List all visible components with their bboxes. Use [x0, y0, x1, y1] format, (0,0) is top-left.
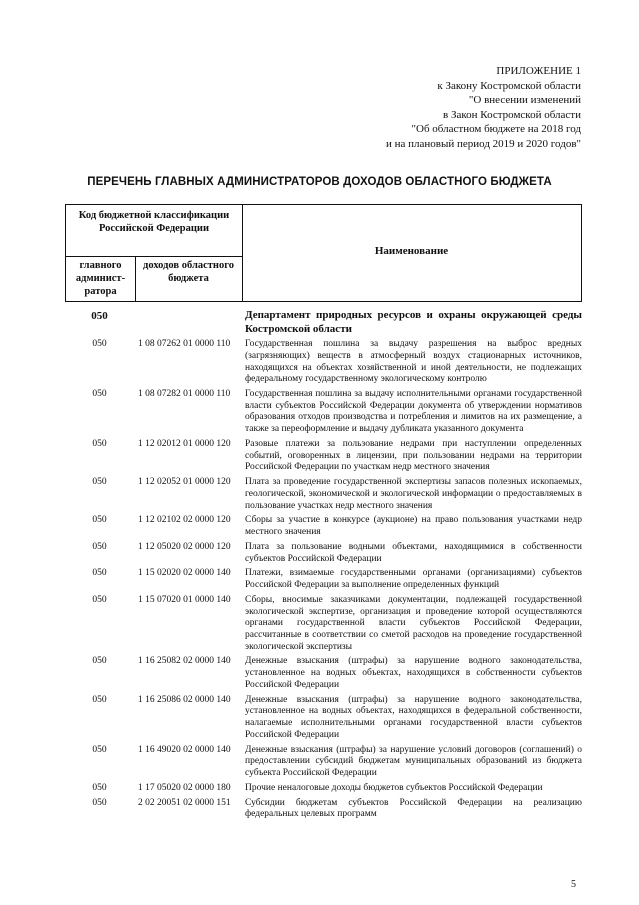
- appendix-line: в Закон Костромской области: [443, 108, 581, 121]
- section-admin-code: 050: [91, 310, 108, 322]
- income-name: Платежи, взимаемые государственными органами (организациями) субъектов Российской Федерации за выполнение определенных функций: [245, 568, 582, 591]
- income-name: Денежные взыскания (штрафы) за нарушение водного законодательства, установленное на водных объектах, находящихся в федеральной собственности, налагаемые исполнительными органами государственной власти субъектов Российской Федерации: [245, 694, 582, 740]
- admin-code: 050: [92, 656, 107, 667]
- income-code: 1 15 02020 02 0000 140: [138, 568, 231, 579]
- table-row: [65, 695, 582, 742]
- admin-code: 050: [92, 568, 107, 579]
- admin-code: 050: [92, 339, 107, 350]
- appendix-line: и на плановый период 2019 и 2020 годов": [385, 137, 581, 150]
- income-name: Государственная пошлина за выдачу исполнительными органами государственной власти субъектов Российской Федерации документа об утверждении нормативов образования отходов производства и потребления и лимитов на их размещение, а также за переоформление и выдачу дубликата указанного документа: [245, 389, 582, 435]
- income-code: 1 16 25086 02 0000 140: [138, 694, 231, 705]
- income-code: 1 17 05020 02 0000 180: [138, 782, 231, 793]
- admin-code: 050: [92, 389, 107, 399]
- appendix-line: "Об областном бюджете на 2018 год: [411, 123, 581, 135]
- income-code: 1 12 02012 01 0000 120: [138, 438, 231, 449]
- income-code: 1 15 07020 01 0000 140: [138, 594, 231, 605]
- admin-code: 050: [92, 782, 107, 793]
- table-row: [65, 515, 582, 538]
- income-name: Плата за проведение государственной экспертизы запасов полезных ископаемых, геологической, экономической и экологической информации о предоставляемых в пользование участках недр местного значения: [245, 477, 582, 511]
- table-row: [65, 783, 582, 795]
- income-code: 1 16 25082 02 0000 140: [138, 656, 231, 667]
- appendix-block: [261, 64, 581, 151]
- table-row: [65, 745, 582, 780]
- admin-code: 050: [92, 477, 107, 488]
- table-row: [65, 542, 582, 565]
- header-income-column: доходов областного бюджета: [143, 260, 234, 284]
- table-row: [65, 339, 582, 386]
- table-row: [65, 568, 582, 591]
- section-name: Департамент природных ресурсов и охраны окружающей среды Костромской области: [245, 309, 582, 335]
- income-code: 1 12 02052 01 0000 120: [138, 477, 231, 488]
- table-body: [65, 309, 582, 821]
- header-group-label: Код бюджетной классификации Российской Федерации: [78, 210, 230, 234]
- income-name: Денежные взыскания (штрафы) за нарушение водного законодательства, установленное на водных объектах, находящихся в собственности субъектов Российской Федерации: [245, 656, 582, 690]
- admin-code: 050: [92, 744, 107, 755]
- table-row: [65, 389, 582, 436]
- table-row: [65, 477, 582, 512]
- appendix-line: ПРИЛОЖЕНИЕ 1: [496, 65, 581, 77]
- income-name: Разовые платежи за пользование недрами при наступлении определенных событий, оговоренных в лицензии, при пользовании недрами на территории Российской Федерации по участкам недр местного значения: [245, 438, 582, 473]
- admin-code: 050: [92, 797, 107, 808]
- admin-code: 050: [92, 515, 107, 526]
- header-admin-column: главного админист-ратора: [75, 260, 126, 297]
- admin-code: 050: [92, 541, 107, 552]
- income-name: Прочие неналоговые доходы бюджетов субъектов Российской Федерации: [245, 782, 543, 793]
- admin-code: 050: [92, 438, 107, 449]
- table-row: [65, 798, 582, 821]
- income-name: Сборы, вносимые заказчиками документации, подлежащей государственной экологической экспертизе, организация и проведение которой осуществляются органами государственной власти субъектов Российской Федерации, рассчитанные в соответствии со сметой расходов на проведение государственной экологической экспертизы: [245, 594, 582, 652]
- rows-container: [65, 339, 582, 821]
- income-name: Субсидии бюджетам субъектов Российской Федерации на реализацию федеральных целевых программ: [245, 797, 582, 820]
- section-row: [65, 309, 582, 336]
- appendix-line: к Закону Костромской области: [437, 79, 581, 92]
- income-name: Государственная пошлина за выдачу разрешения на выброс вредных (загрязняющих) веществ в атмосферный воздух стационарных источников, находящихся на объектах хозяйственной и иной деятельности, не подлежащих федеральному государственному экологическому контролю: [245, 339, 582, 385]
- admin-code: 050: [92, 694, 107, 705]
- income-name: Денежные взыскания (штрафы) за нарушение условий договоров (соглашений) о предоставлении субсидий бюджетам муниципальных образований из бюджета субъекта Российской Федерации: [245, 744, 582, 778]
- income-name: Сборы за участие в конкурсе (аукционе) на право пользования участками недр местного значения: [245, 515, 582, 538]
- page-number: 5: [571, 879, 576, 890]
- income-code: 1 12 05020 02 0000 120: [138, 541, 231, 552]
- table-row: [65, 595, 582, 654]
- income-code: 1 08 07282 01 0000 110: [138, 389, 231, 399]
- income-code: 1 12 02102 02 0000 120: [138, 515, 231, 526]
- appendix-line: "О внесении изменений: [468, 94, 581, 106]
- table-row: [65, 439, 582, 474]
- income-code: 2 02 20051 02 0000 151: [138, 797, 231, 808]
- income-name: Плата за пользование водными объектами, находящимися в собственности субъектов Российской Федерации: [245, 541, 582, 564]
- table-row: [65, 656, 582, 691]
- header-divider: [66, 256, 242, 257]
- admin-code: 050: [92, 594, 107, 605]
- header-name-column: Наименование: [374, 245, 449, 257]
- document-title: ПЕРЕЧЕНЬ ГЛАВНЫХ АДМИНИСТРАТОРОВ ДОХОДОВ ОБЛАСТНОГО БЮДЖЕТА: [87, 176, 552, 188]
- income-code: 1 16 49020 02 0000 140: [138, 744, 231, 755]
- table-header: [65, 204, 582, 302]
- income-code: 1 08 07262 01 0000 110: [138, 339, 231, 350]
